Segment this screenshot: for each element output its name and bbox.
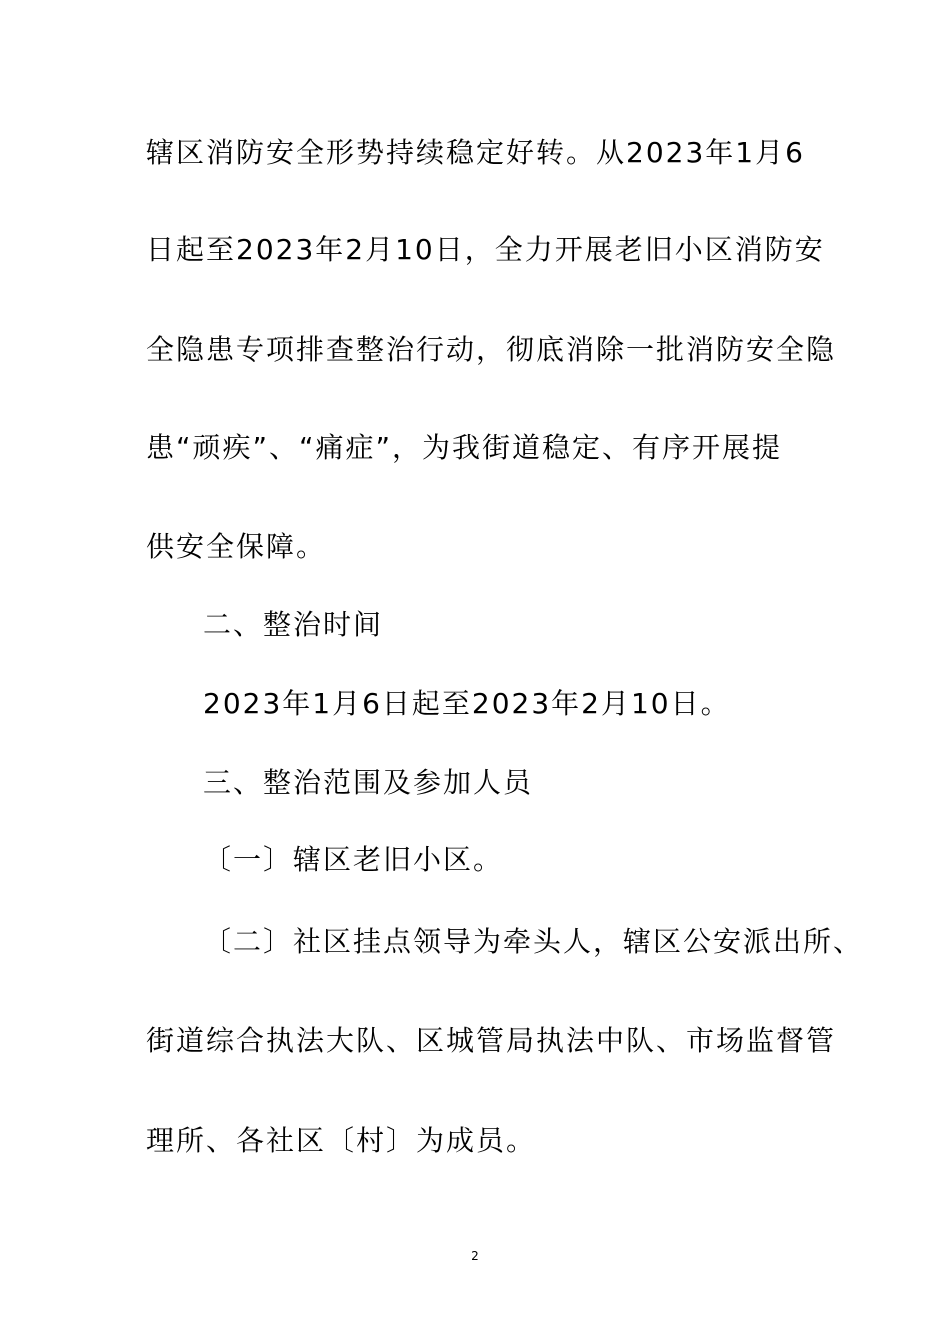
section-heading-time: 二、整治时间 — [203, 608, 384, 641]
body-text-line: 日起至2023年2月10日，全力开展老旧小区消防安 — [146, 233, 825, 266]
page-number: 2 — [471, 1249, 479, 1263]
body-text-line: 2023年1月6日起至2023年2月10日。 — [203, 687, 731, 720]
section-heading-scope: 三、整治范围及参加人员 — [203, 766, 534, 799]
body-text-line: 街道综合执法大队、区城管局执法中队、市场监督管 — [146, 1024, 837, 1057]
body-text-line: 患“顽疾”、“痛症”，为我街道稳定、有序开展提 — [146, 431, 783, 464]
body-text-line: 理所、各社区〔村〕为成员。 — [146, 1124, 537, 1157]
body-text-line: 辖区消防安全形势持续稳定好转。从2023年1月6 — [146, 136, 805, 169]
list-item: 〔二〕社区挂点领导为牵头人，辖区公安派出所、 — [203, 925, 864, 958]
body-text-line: 全隐患专项排查整治行动，彻底消除一批消防安全隐 — [146, 333, 837, 366]
list-item: 〔一〕辖区老旧小区。 — [203, 843, 504, 876]
body-text-line: 供安全保障。 — [146, 530, 327, 563]
